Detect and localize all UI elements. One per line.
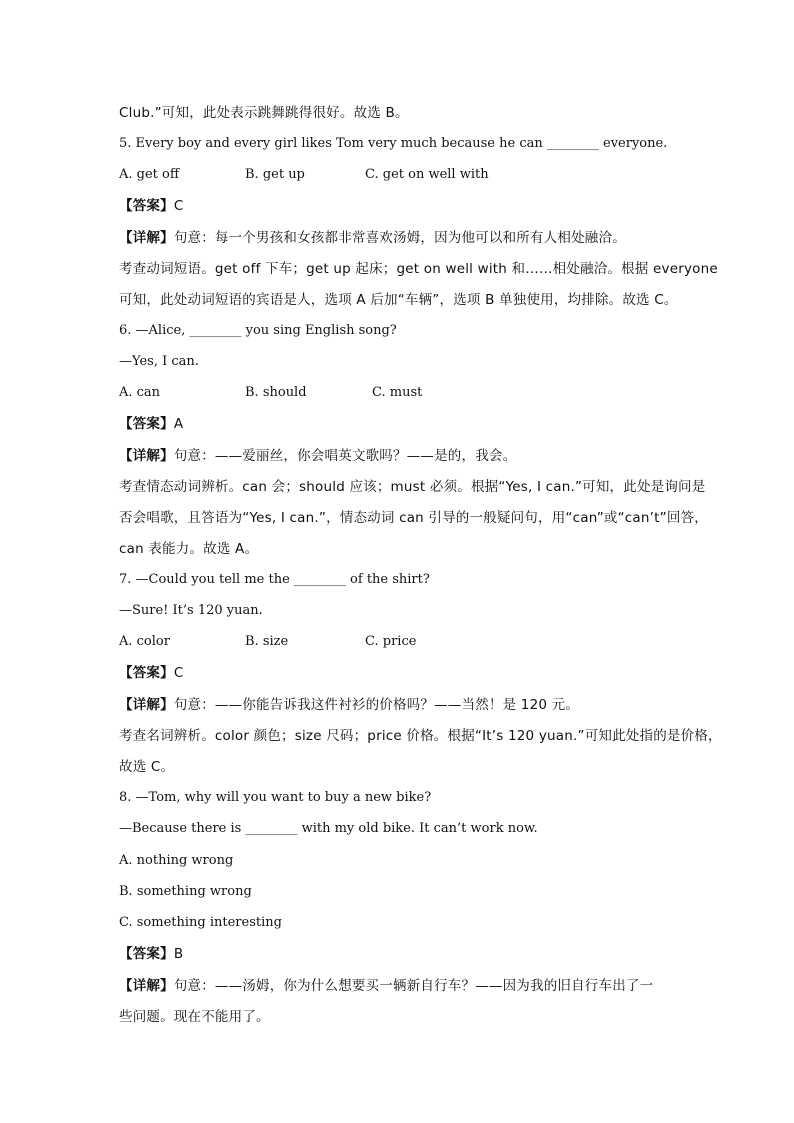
explanation-line: 些问题。现在不能用了。 bbox=[119, 1009, 270, 1025]
option-c: C. price bbox=[365, 634, 417, 649]
answer-value: A bbox=[173, 416, 184, 432]
answer-value: B bbox=[173, 946, 184, 962]
option-c: C. get on well with bbox=[365, 167, 489, 182]
answer-value: C bbox=[173, 665, 184, 681]
answer-5 bbox=[119, 196, 183, 216]
question-5: 5. Every boy and every girl likes Tom very much because he can ________ everyone. bbox=[119, 136, 668, 151]
option-b: B. size bbox=[245, 634, 289, 649]
explanation-8 bbox=[119, 976, 653, 996]
explanation-text: 句意：——爱丽丝，你会唱英文歌吗？——是的，我会。 bbox=[173, 448, 517, 464]
explanation-6 bbox=[119, 446, 516, 466]
answer-6 bbox=[119, 414, 183, 434]
option-c: C. something interesting bbox=[119, 915, 282, 930]
question-6: 6. —Alice, ________ you sing English song? bbox=[119, 323, 397, 338]
explanation-text: 句意：——你能告诉我这件衬衫的价格吗？——当然！是 120 元。 bbox=[173, 697, 580, 713]
option-b: B. should bbox=[245, 385, 307, 400]
question-7: 7. —Could you tell me the ________ of the shirt? bbox=[119, 572, 430, 587]
answer-tag: 【答案】 bbox=[119, 416, 174, 432]
explanation-line: 否会唱歌，且答语为“Yes, I can.”，情态动词 can 引导的一般疑问句，用“can”或“can’t”回答， bbox=[119, 510, 708, 526]
question-7-reply: —Sure! It’s 120 yuan. bbox=[119, 603, 263, 618]
option-a: A. nothing wrong bbox=[119, 853, 234, 868]
explanation-tag: 【详解】 bbox=[119, 697, 174, 713]
explanation-7 bbox=[119, 695, 579, 715]
answer-tag: 【答案】 bbox=[119, 665, 174, 681]
option-c: C. must bbox=[372, 385, 423, 400]
explanation-text: 句意：每一个男孩和女孩都非常喜欢汤姆，因为他可以和所有人相处融洽。 bbox=[173, 230, 626, 246]
option-a: A. color bbox=[119, 634, 170, 649]
explanation-5 bbox=[119, 228, 626, 248]
option-a: A. can bbox=[119, 385, 161, 400]
answer-7 bbox=[119, 663, 183, 683]
explanation-text: 句意：——汤姆，你为什么想要买一辆新自行车？——因为我的旧自行车出了一 bbox=[173, 978, 654, 994]
answer-8 bbox=[119, 944, 183, 964]
explanation-line: can 表能力。故选 A。 bbox=[119, 541, 259, 557]
question-6-reply: —Yes, I can. bbox=[119, 354, 199, 369]
explanation-tag: 【详解】 bbox=[119, 978, 174, 994]
explanation-line: 考查动词短语。get off 下车；get up 起床；get on well with 和……相处融洽。根据 everyone bbox=[119, 261, 718, 277]
explanation-line: 考查情态动词辨析。can 会；should 应该；must 必须。根据“Yes, I can.”可知，此处是询问是 bbox=[119, 479, 706, 495]
explanation-line: 考查名词辨析。color 颜色；size 尺码；price 价格。根据“It’s 120 yuan.”可知此处指的是价格， bbox=[119, 728, 722, 744]
answer-tag: 【答案】 bbox=[119, 198, 174, 214]
option-b: B. get up bbox=[245, 167, 305, 182]
explanation-line: Club.”可知，此处表示跳舞跳得很好。故选 B。 bbox=[119, 105, 409, 121]
explanation-tag: 【详解】 bbox=[119, 230, 174, 246]
explanation-tag: 【详解】 bbox=[119, 448, 174, 464]
answer-value: C bbox=[173, 198, 184, 214]
question-8-reply: —Because there is ________ with my old bike. It can’t work now. bbox=[119, 821, 538, 836]
explanation-line: 可知，此处动词短语的宾语是人，选项 A 后加“车辆”，选项 B 单独使用，均排除。故选 C。 bbox=[119, 292, 678, 308]
option-a: A. get off bbox=[119, 167, 180, 182]
explanation-line: 故选 C。 bbox=[119, 759, 175, 775]
option-b: B. something wrong bbox=[119, 884, 252, 899]
question-8: 8. —Tom, why will you want to buy a new bike? bbox=[119, 790, 432, 805]
answer-tag: 【答案】 bbox=[119, 946, 174, 962]
